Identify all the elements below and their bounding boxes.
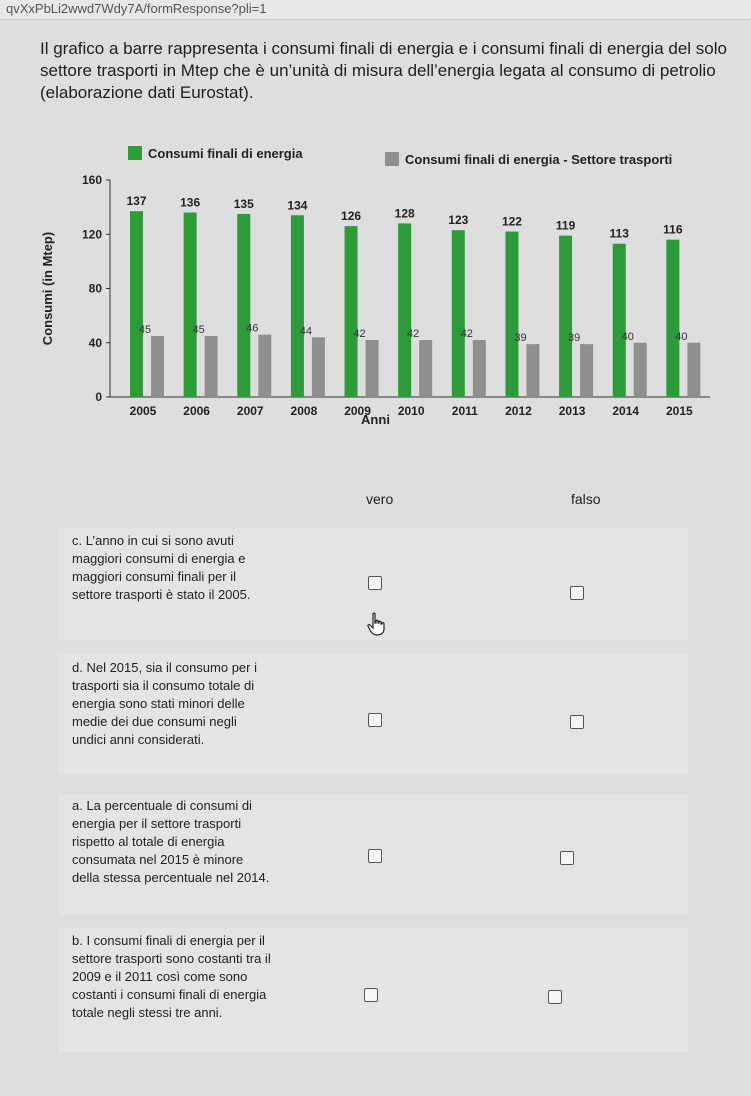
question-text-d: d. Nel 2015, sia il consumo per i trasporti sia il consumo totale di energia sono stati minori delle medie dei due consumi negli undici anni considerati.: [72, 660, 257, 747]
y-tick-label: 40: [88, 335, 102, 350]
column-header-false: falso: [571, 491, 601, 507]
legend-label-total: Consumi finali di energia: [148, 146, 303, 161]
legend-swatch-transport: [385, 152, 399, 166]
bar-transport-2013: [580, 344, 593, 397]
bar-total-2005: [130, 211, 143, 397]
question-text-c: c. L’anno in cui si sono avuti maggiori consumi di energia e maggiori consumi finali per il settore trasporti è stato il 2005.: [72, 533, 251, 602]
data-label-transport-2010: 42: [407, 328, 420, 341]
bar-transport-2011: [473, 340, 486, 397]
bar-total-2010: [398, 223, 411, 397]
checkbox-a-true[interactable]: [368, 849, 382, 863]
x-tick-label-2006: 2006: [183, 404, 210, 418]
x-axis-title: Anni: [361, 412, 390, 427]
y-tick-label: 0: [95, 390, 102, 404]
data-label-total-2012: 122: [501, 214, 522, 229]
checkbox-a-false[interactable]: [560, 851, 574, 865]
x-tick-label-2013: 2013: [558, 404, 586, 418]
x-tick-label-2014: 2014: [612, 404, 640, 418]
bar-total-2011: [452, 230, 465, 397]
x-tick-label-2009: 2009: [344, 404, 371, 418]
bar-total-2014: [613, 244, 626, 397]
data-label-total-2015: 116: [663, 222, 683, 237]
data-label-total-2005: 137: [126, 194, 147, 209]
y-tick-label: 120: [81, 227, 102, 242]
data-label-total-2013: 119: [555, 218, 576, 233]
x-tick-label-2008: 2008: [290, 404, 318, 418]
hand-pointer-icon: [366, 612, 386, 636]
bar-total-2008: [291, 215, 304, 397]
bar-transport-2015: [687, 343, 700, 397]
data-label-transport-2008: 44: [299, 325, 313, 338]
bar-transport-2010: [419, 340, 432, 397]
bar-transport-2006: [205, 336, 218, 397]
x-tick-label-2015: 2015: [666, 404, 693, 418]
data-label-total-2014: 113: [609, 226, 629, 241]
bar-total-2015: [666, 240, 679, 397]
y-tick-label: 160: [81, 173, 102, 187]
intro-text: Il grafico a barre rappresenta i consumi finali di energia e i consumi finali di energia del solo settore trasporti in Mtep che è un’unità di misura dell’energia legata al consumo di petrolio (elaborazione dati Eurostat).: [40, 39, 727, 102]
bar-total-2012: [505, 232, 518, 397]
chart-svg: [30, 140, 720, 420]
data-label-total-2011: 123: [448, 213, 469, 228]
legend-label-transport: Consumi finali di energia - Settore trasporti: [405, 152, 673, 167]
bar-total-2013: [559, 236, 572, 397]
question-row-d: [58, 655, 688, 775]
checkbox-b-true[interactable]: [364, 988, 378, 1002]
checkbox-c-true[interactable]: [368, 576, 382, 590]
bar-total-2009: [345, 226, 358, 397]
question-text-a: a. La percentuale di consumi di energia per il settore trasporti rispetto al totale di energia consumata nel 2015 è minore della stessa percentuale nel 2014.: [72, 798, 270, 885]
bar-transport-2012: [526, 344, 539, 397]
data-label-transport-2015: 40: [675, 330, 688, 343]
x-tick-label-2010: 2010: [397, 404, 425, 418]
bar-chart: [30, 140, 720, 440]
data-label-total-2008: 134: [287, 198, 308, 213]
data-label-transport-2011: 42: [460, 328, 473, 341]
question-text-b: b. I consumi finali di energia per il settore trasporti sono costanti tra il 2009 e il 2011 così come sono costanti i consumi finali di energia totale negli stessi tre anni.: [72, 933, 271, 1020]
data-label-transport-2005: 45: [138, 323, 152, 336]
data-label-transport-2014: 40: [621, 330, 634, 343]
data-label-total-2010: 128: [394, 206, 415, 221]
bar-transport-2005: [151, 336, 164, 397]
checkbox-c-false[interactable]: [570, 586, 584, 600]
question-row-b: [58, 928, 688, 1052]
bar-transport-2009: [366, 340, 379, 397]
x-tick-label-2005: 2005: [129, 404, 157, 418]
data-label-transport-2013: 39: [567, 332, 581, 345]
question-row-a: [58, 795, 688, 915]
data-label-transport-2006: 45: [192, 323, 205, 336]
bar-transport-2007: [258, 335, 271, 397]
data-label-transport-2009: 42: [353, 328, 366, 341]
x-tick-label-2007: 2007: [236, 404, 264, 418]
data-label-transport-2012: 39: [514, 332, 527, 345]
bar-total-2007: [237, 214, 250, 397]
data-label-total-2009: 126: [341, 209, 362, 224]
data-label-transport-2007: 46: [246, 322, 259, 335]
column-header-true: vero: [366, 491, 394, 507]
legend-swatch-total: [128, 146, 142, 160]
bar-total-2006: [184, 213, 197, 397]
checkbox-b-false[interactable]: [548, 990, 562, 1004]
bar-transport-2008: [312, 337, 325, 397]
data-label-total-2006: 136: [180, 195, 201, 210]
data-label-total-2007: 135: [233, 196, 254, 211]
browser-url-bar[interactable]: qvXxPbLi2wwd7Wdy7A/formResponse?pli=1: [0, 0, 751, 20]
y-tick-label: 80: [88, 281, 102, 296]
x-tick-label-2012: 2012: [505, 404, 532, 418]
x-tick-label-2011: 2011: [451, 404, 478, 418]
checkbox-d-false[interactable]: [570, 715, 584, 729]
checkbox-d-true[interactable]: [368, 713, 382, 727]
y-axis-title: Consumi (in Mtep): [40, 231, 55, 346]
bar-transport-2014: [634, 343, 647, 397]
